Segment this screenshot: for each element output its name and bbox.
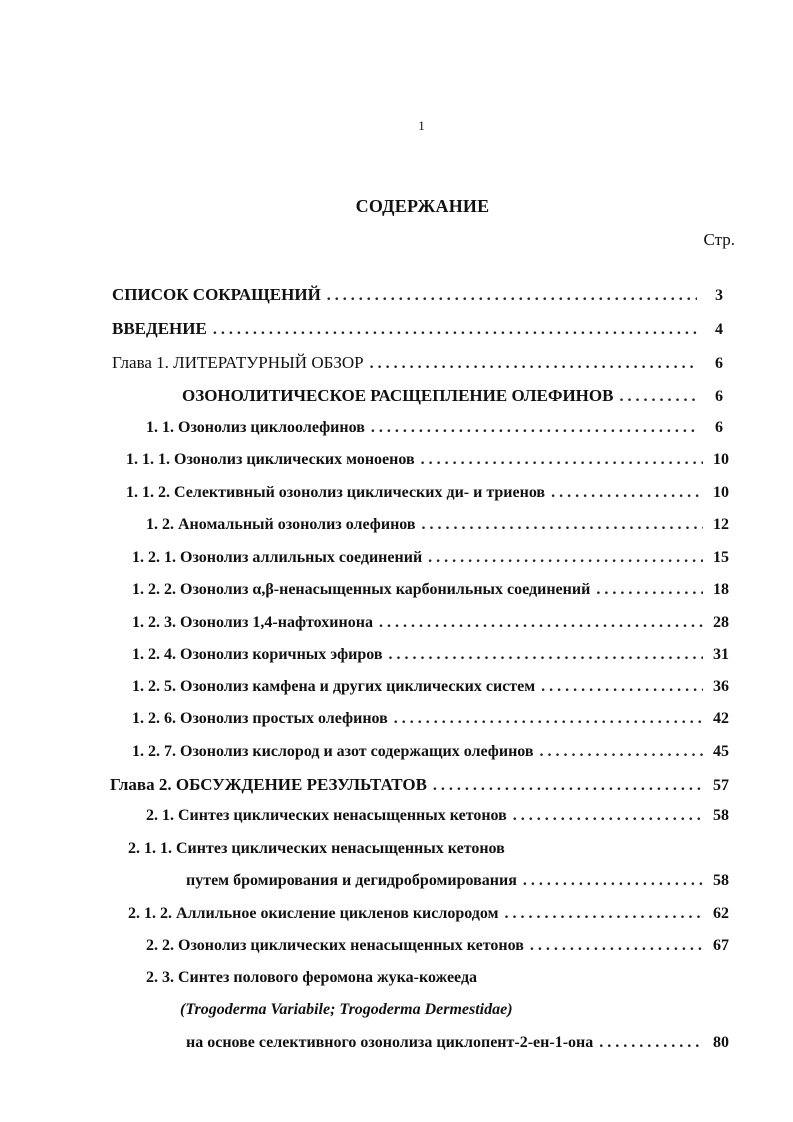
- toc-entry[interactable]: [0, 484, 793, 516]
- toc-leader-dots: [213, 321, 697, 339]
- toc-entry-page: 58: [713, 872, 729, 889]
- toc-entry[interactable]: [0, 872, 793, 904]
- toc-entry-page: 6: [715, 355, 723, 372]
- toc-leader-dots: [389, 646, 703, 664]
- toc-leader-dots: [421, 451, 703, 469]
- toc-leader-dots: [599, 1034, 703, 1052]
- toc-leader-dots: [513, 807, 703, 825]
- toc-entry-title: 1. 2. 2. Озонолиз α,β-ненасыщенных карбонильных соединений: [132, 581, 591, 598]
- toc-entry[interactable]: [0, 549, 793, 581]
- page-number: 1: [418, 118, 425, 133]
- toc-entry-title: 1. 2. 7. Озонолиз кислород и азот содержащих олефинов: [132, 743, 534, 760]
- toc-entry-page: 15: [713, 549, 729, 566]
- toc-entry-title: Глава 1. ЛИТЕРАТУРНЫЙ ОБЗОР: [112, 353, 364, 372]
- toc-entry-page: 31: [713, 646, 729, 663]
- toc-entry-page: 6: [715, 419, 723, 436]
- toc-entry-title: 1. 1. 1. Озонолиз циклических моноенов: [126, 451, 415, 468]
- toc-leader-dots: [371, 419, 697, 437]
- toc-entry-page: 36: [713, 678, 729, 695]
- toc-entry-title: 2. 1. 1. Синтез циклических ненасыщенных кетонов: [128, 840, 505, 857]
- toc-entry-title: (Trogoderma Variabile; Trogoderma Dermestidae): [180, 1001, 513, 1018]
- toc-entry-page: 10: [713, 484, 729, 501]
- toc-entry[interactable]: [0, 285, 793, 317]
- toc-entry-page: 42: [713, 710, 729, 727]
- toc-entry-title: 1. 2. 3. Озонолиз 1,4-нафтохинона: [132, 614, 373, 631]
- toc-entry-page: 12: [713, 516, 729, 533]
- toc-leader-dots: [327, 287, 697, 305]
- toc-entry-title: СПИСОК СОКРАЩЕНИЙ: [112, 285, 321, 304]
- toc-entry-title: 1. 1. 2. Селективный озонолиз циклических ди- и триенов: [126, 484, 546, 501]
- toc-entry[interactable]: [0, 319, 793, 351]
- toc-entry-page: 58: [713, 807, 729, 824]
- toc-entry[interactable]: [0, 937, 793, 969]
- toc-entry[interactable]: [0, 419, 793, 451]
- toc-entry-title: Глава 2. ОБСУЖДЕНИЕ РЕЗУЛЬТАТОВ: [110, 775, 427, 794]
- toc-entry-title: 2. 1. 2. Аллильное окисление цикленов кислородом: [128, 905, 499, 922]
- toc-entry-title: ВВЕДЕНИЕ: [112, 319, 207, 338]
- toc-leader-dots: [523, 872, 703, 890]
- toc-entry-page: 18: [713, 581, 729, 598]
- toc-entry-page: 3: [715, 287, 723, 304]
- toc-entry[interactable]: [0, 840, 793, 872]
- toc-leader-dots: [619, 388, 697, 406]
- toc-entry-page: 28: [713, 614, 729, 631]
- toc-leader-dots: [422, 516, 703, 534]
- toc-leader-dots: [504, 905, 703, 923]
- toc-entry[interactable]: [0, 516, 793, 548]
- page-column-label: Стр.: [703, 230, 735, 249]
- toc-entry[interactable]: [0, 581, 793, 613]
- toc-entry[interactable]: [0, 614, 793, 646]
- toc-entry-title: 1. 2. Аномальный озонолиз олефинов: [146, 516, 416, 533]
- toc-leader-dots: [530, 937, 703, 955]
- toc-leader-dots: [433, 777, 703, 795]
- toc-leader-dots: [394, 710, 703, 728]
- toc-entry[interactable]: [0, 451, 793, 483]
- toc-leader-dots: [428, 549, 703, 567]
- toc-entry-title: 2. 2. Озонолиз циклических ненасыщенных кетонов: [146, 937, 524, 954]
- toc-leader-dots: [596, 581, 703, 599]
- toc-entry-title: 1. 2. 4. Озонолиз коричных эфиров: [132, 646, 383, 663]
- toc-entry[interactable]: [0, 710, 793, 742]
- toc-leader-dots: [540, 743, 703, 761]
- toc-leader-dots: [541, 678, 703, 696]
- toc-entry-title: 2. 1. Синтез циклических ненасыщенных кетонов: [146, 807, 507, 824]
- toc-entry[interactable]: [0, 1034, 793, 1066]
- toc-entry[interactable]: [0, 969, 793, 1001]
- toc-entry-title: 1. 2. 1. Озонолиз аллильных соединений: [132, 549, 423, 566]
- toc-entry-page: 10: [713, 451, 729, 468]
- toc-entry[interactable]: [0, 353, 793, 385]
- toc-entry-title: 2. 3. Синтез полового феромона жука-кожееда: [146, 969, 478, 986]
- toc-entry[interactable]: [0, 1001, 793, 1033]
- toc-entry[interactable]: [0, 678, 793, 710]
- toc-entry-page: 45: [713, 743, 729, 760]
- toc-leader-dots: [379, 614, 703, 632]
- toc-entry-title: ОЗОНОЛИТИЧЕСКОЕ РАСЩЕПЛЕНИЕ ОЛЕФИНОВ: [182, 386, 614, 405]
- toc-entry-page: 4: [715, 321, 723, 338]
- toc-entry-title: на основе селективного озонолиза циклопент-2-ен-1-она: [186, 1034, 594, 1051]
- toc-entry-title: 1. 2. 6. Озонолиз простых олефинов: [132, 710, 388, 727]
- document-title: СОДЕРЖАНИЕ: [355, 196, 490, 216]
- toc-entry-page: 62: [713, 905, 729, 922]
- toc-leader-dots: [370, 355, 697, 373]
- toc-entry-title: 1. 1. Озонолиз циклоолефинов: [146, 419, 365, 436]
- table-of-contents: [0, 285, 793, 1075]
- toc-leader-dots: [551, 484, 703, 502]
- toc-entry-page: 6: [715, 388, 723, 405]
- toc-entry[interactable]: [0, 743, 793, 775]
- toc-entry[interactable]: [0, 386, 793, 418]
- toc-entry-page: 80: [713, 1034, 729, 1051]
- toc-entry[interactable]: [0, 775, 793, 807]
- toc-entry[interactable]: [0, 646, 793, 678]
- toc-entry-title: путем бромирования и дегидробромирования: [186, 872, 517, 889]
- toc-entry[interactable]: [0, 807, 793, 839]
- toc-entry[interactable]: [0, 905, 793, 937]
- toc-entry-page: 67: [713, 937, 729, 954]
- toc-entry-title: 1. 2. 5. Озонолиз камфена и других циклических систем: [132, 678, 536, 695]
- toc-entry-page: 57: [713, 777, 729, 794]
